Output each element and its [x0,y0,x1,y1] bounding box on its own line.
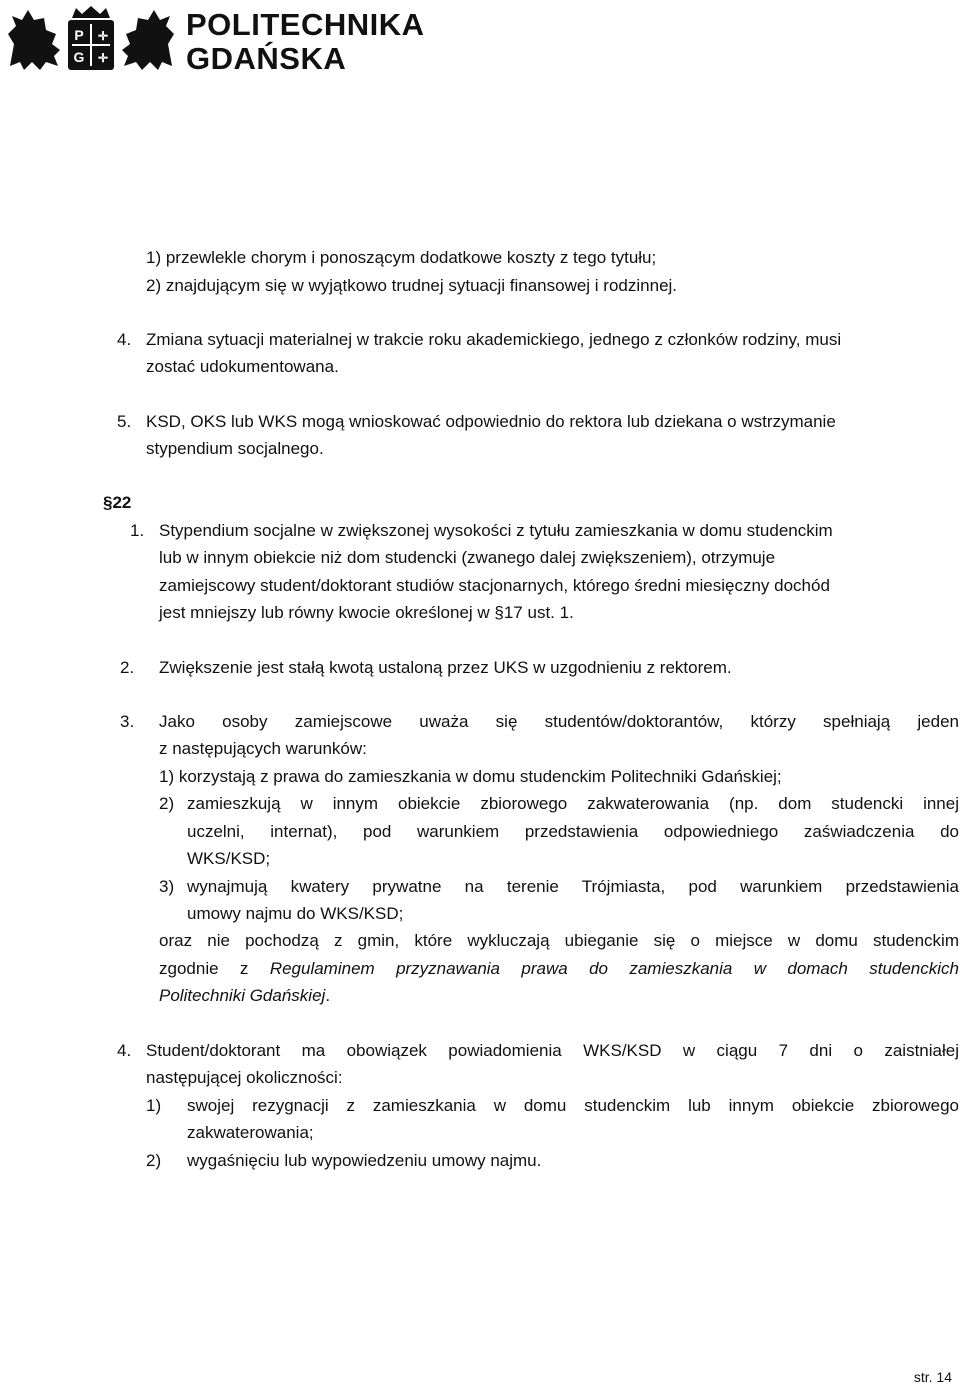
paragraph-3-closing-line-1: oraz nie pochodzą z gmin, które wykluczają ubieganie się o miejsce w domu studenckim [159,931,959,950]
item-number-4: 4. [117,330,132,349]
logo-line-1: POLITECHNIKA [186,7,425,42]
lion-crest-icon [6,4,176,76]
svg-text:G: G [73,49,85,65]
condition-2-line-3: WKS/KSD; [187,849,271,868]
condition-2-number: 2) [159,794,175,813]
paragraph-1-line-4: jest mniejszy lub równy kwocie określonej w §17 ust. 1. [159,603,574,622]
period: . [325,986,331,1005]
paragraph-4b-line-2: następującej okoliczności: [146,1068,343,1087]
item-number-1: 1. [130,521,145,540]
svg-text:P: P [74,27,84,43]
regulation-title: Regulaminem przyznawania prawa do zamieszkania w domach studenckich [269,959,959,978]
condition-2-line-2: uczelni, internat), pod warunkiem przedstawienia odpowiedniego zaświadczenia do [187,822,959,841]
condition-3-line-2: umowy najmu do WKS/KSD; [187,904,404,923]
paragraph-5-line-2: stypendium socjalnego. [146,439,324,458]
list-item-2: 2) znajdującym się w wyjątkowo trudnej sytuacji finansowej i rodzinnej. [146,276,678,295]
item-number-4b: 4. [117,1041,132,1060]
section-heading: §22 [103,493,132,512]
paragraph-5-line-1: KSD, OKS lub WKS mogą wnioskować odpowiednio do rektora lub dziekana o wstrzymanie [146,412,836,431]
paragraph-1-line-3: zamiejscowy student/doktorant studiów stacjonarnych, którego średni miesięczny dochód [159,576,830,595]
condition-1: 1) korzystają z prawa do zamieszkania w domu studenckim Politechniki Gdańskiej; [159,767,782,786]
list-item-1: 1) przewlekle chorym i ponoszącym dodatkowe koszty z tego tytułu; [146,248,657,267]
university-logo [6,4,426,76]
text-zgodnie-z: zgodnie z [159,959,270,978]
item-number-3: 3. [120,712,135,731]
paragraph-4-line-1: Zmiana sytuacji materialnej w trakcie roku akademickiego, jednego z członków rodziny, musi [146,330,842,349]
condition-3-number: 3) [159,877,175,896]
paragraph-2-line-1: Zwiększenie jest stałą kwotą ustaloną przez UKS w uzgodnieniu z rektorem. [159,658,732,677]
paragraph-4b-line-1: Student/doktorant ma obowiązek powiadomienia WKS/KSD w ciągu 7 dni o zaistniałej [146,1041,959,1060]
paragraph-1-line-1: Stypendium socjalne w zwiększonej wysokości z tytułu zamieszkania w domu studenckim [159,521,833,540]
circumstance-1-line-2: zakwaterowania; [187,1123,314,1142]
regulation-title-end: Politechniki Gdańskiej [159,986,326,1005]
paragraph-3-line-1: Jako osoby zamiejscowe uważa się studentów/doktorantów, którzy spełniają jeden [159,712,959,731]
circumstance-2-line-1: wygaśnięciu lub wypowiedzeniu umowy najmu. [187,1151,542,1170]
svg-text:✛: ✛ [97,29,109,43]
paragraph-3-closing-line-3 [159,985,330,1007]
paragraph-3-closing-line-2 [159,958,959,980]
paragraph-1-line-2: lub w innym obiekcie niż dom studencki (zwanego dalej zwiększeniem), otrzymuje [159,548,776,567]
paragraph-4-line-2: zostać udokumentowana. [146,357,339,376]
circumstance-1-line-1: swojej rezygnacji z zamieszkania w domu studenckim lub innym obiekcie zbiorowego [187,1096,959,1115]
logo-line-2: GDAŃSKA [186,41,347,76]
circumstance-1-number: 1) [146,1096,162,1115]
condition-2-line-1: zamieszkują w innym obiekcie zbiorowego zakwaterowania (np. dom studencki innej [187,794,959,813]
circumstance-2-number: 2) [146,1151,162,1170]
paragraph-3-line-2: z następujących warunków: [159,739,367,758]
item-number-5: 5. [117,412,132,431]
condition-3-line-1: wynajmują kwatery prywatne na terenie Trójmiasta, pod warunkiem przedstawienia [187,877,959,896]
university-name [186,8,425,76]
page-number: str. 14 [913,1369,952,1385]
svg-text:✛: ✛ [97,51,109,65]
item-number-2: 2. [120,658,135,677]
